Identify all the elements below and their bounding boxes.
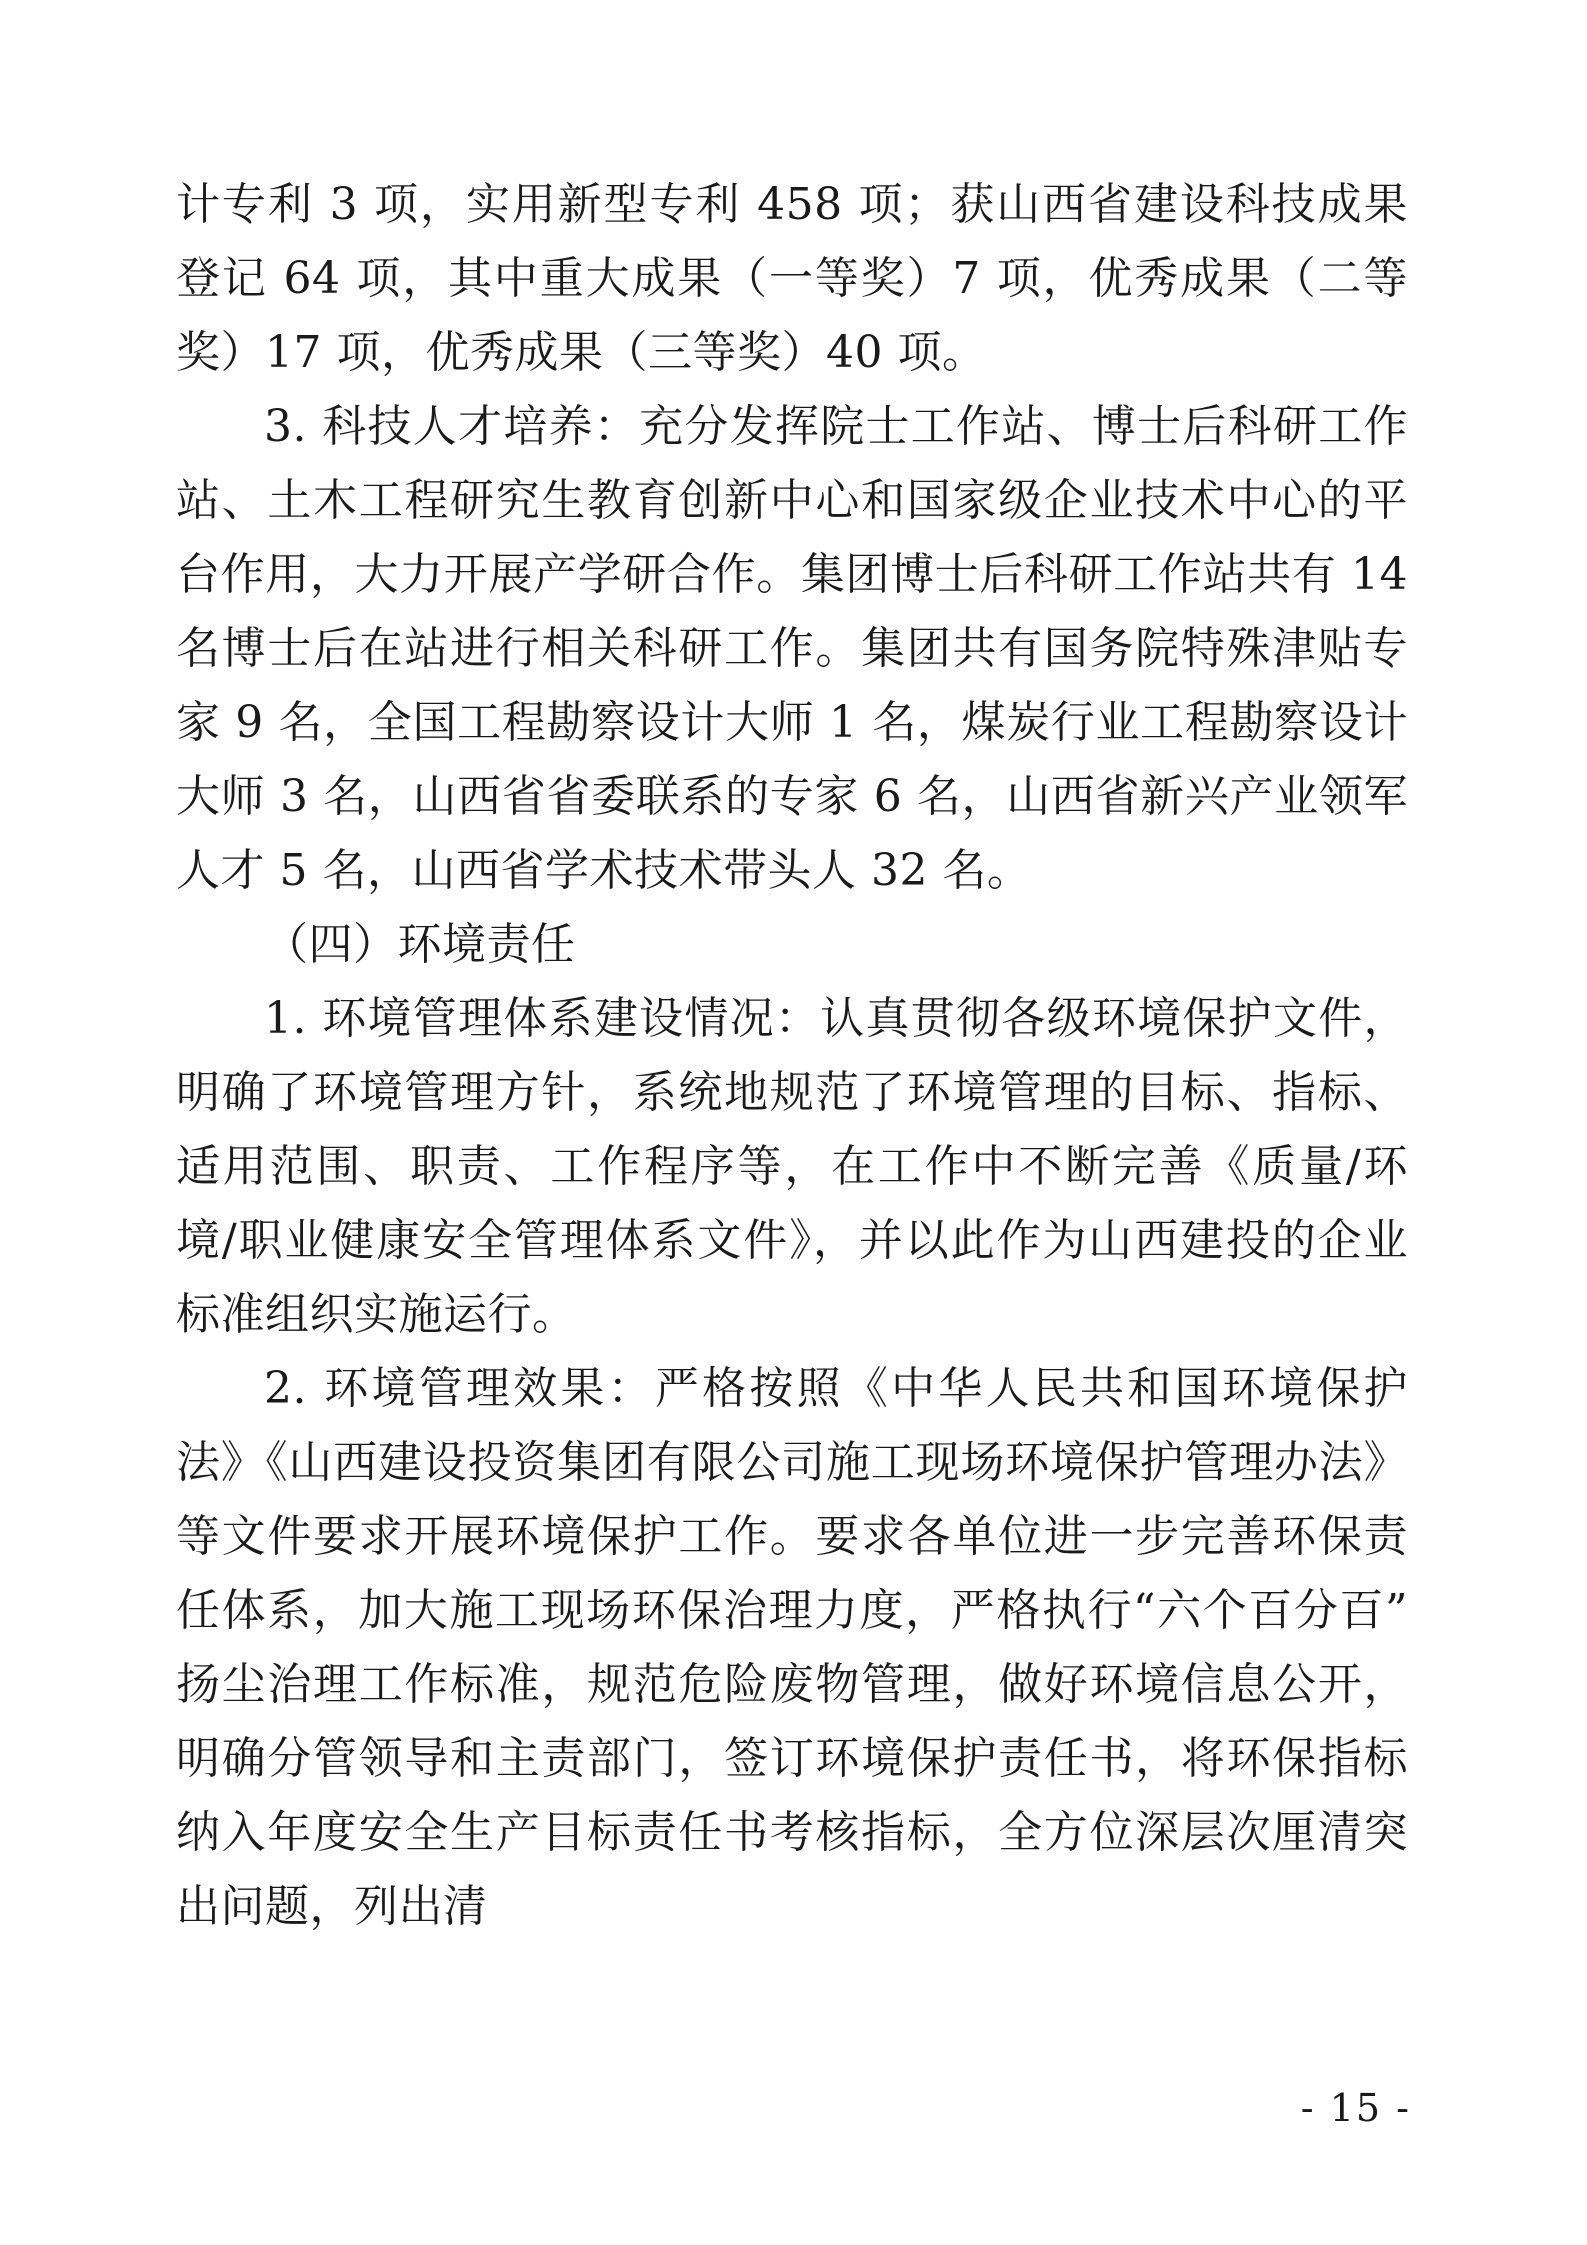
- paragraph-item-2-env-effect: 2. 环境管理效果：严格按照《中华人民共和国环境保护法》《山西建设投资集团有限公司施工现场环境保护管理办法》等文件要求开展环境保护工作。要求各单位进一步完善环保责任体系，加大施工现场环保治理力度，严格执行“六个百分百”扬尘治理工作标准，规范危险废物管理，做好环境信息公开，明确分管领导和主责部门，签订环境保护责任书，将环保指标纳入年度安全生产目标责任书考核指标，全方位深层次厘清突出问题，列出清: [176, 1363, 1408, 1932]
- paragraph-item-1-env-system: 1. 环境管理体系建设情况：认真贯彻各级环境保护文件，明确了环境管理方针，系统地规范了环境管理的目标、指标、适用范围、职责、工作程序等，在工作中不断完善《质量/环境/职业健康安全管理体系文件》，并以此作为山西建投的企业标准组织实施运行。: [176, 993, 1408, 1340]
- paragraph-item-3-talent: 3. 科技人才培养：充分发挥院士工作站、博士后科研工作站、土木工程研究生教育创新中心和国家级企业技术中心的平台作用，大力开展产学研合作。集团博士后科研工作站共有 14 名博士后在站进行相关科研工作。集团共有国务院特殊津贴专家 9 名，全国工程勘察设计大师 1 名，煤炭行业工程勘察设计大师 3 名，山西省省委联系的专家 6 名，山西省新兴产业领军人才 5 名，山西省学术技术带头人 32 名。: [176, 401, 1408, 896]
- section-heading-environmental-responsibility: （四）环境责任: [264, 919, 576, 970]
- page-number: - 15 -: [1300, 2086, 1411, 2130]
- paragraph-continued-patents: 计专利 3 项，实用新型专利 458 项；获山西省建设科技成果登记 64 项，其中重大成果（一等奖）7 项，优秀成果（二等奖）17 项，优秀成果（三等奖）40 项。: [176, 179, 1408, 378]
- page-body: [176, 168, 1408, 1944]
